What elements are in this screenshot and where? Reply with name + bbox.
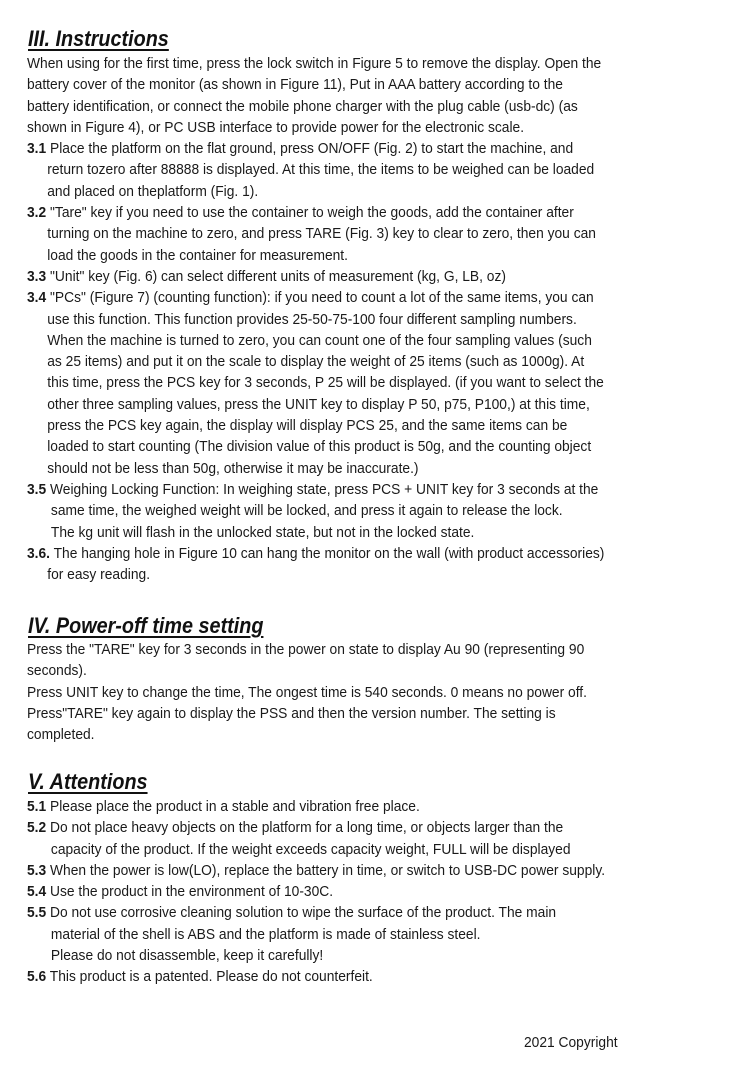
- item-text: for easy reading.: [47, 566, 151, 584]
- power-off-line: Press"TARE" key again to display the PSS and then the version number. The setting is: [27, 704, 556, 722]
- section-5-body: [27, 796, 750, 988]
- item-text: "PCs" (Figure 7) (counting function): if you need to count a lot of the same items, you can: [46, 289, 594, 307]
- item-text: When the machine is turned to zero, you can count one of the four sampling values (such: [47, 331, 592, 349]
- item-text: "Unit" key (Fig. 6) can select different units of measurement (kg, G, LB, oz): [46, 267, 506, 285]
- item-text: This product is a patented. Please do not counterfeit.: [46, 968, 373, 986]
- section-3-intro: [27, 53, 726, 138]
- item-text: should not be less than 50g, otherwise it may be inaccurate.): [47, 459, 419, 477]
- item-text: this time, press the PCS key for 3 seconds, P 25 will be displayed. (if you want to select the: [47, 374, 604, 392]
- attention-item-5-1: [27, 796, 731, 817]
- instruction-item-3-4: [27, 287, 731, 479]
- instruction-item-3-3: [27, 266, 731, 287]
- item-number: 5.5: [27, 904, 47, 922]
- item-number: 3.3: [27, 267, 47, 285]
- attention-item-5-5: [27, 902, 731, 966]
- attention-item-5-6: [27, 966, 731, 987]
- attention-item-5-3: [27, 860, 731, 881]
- item-text: The hanging hole in Figure 10 can hang the monitor on the wall (with product accessories): [50, 544, 605, 562]
- item-text: Place the platform on the flat ground, press ON/OFF (Fig. 2) to start the machine, and: [46, 140, 574, 158]
- item-number: 3.1: [27, 140, 47, 158]
- item-number: 5.2: [27, 819, 47, 837]
- power-off-line: seconds).: [27, 662, 87, 680]
- power-off-line: completed.: [27, 726, 95, 744]
- item-text: same time, the weighed weight will be locked, and press it again to release the lock.: [50, 502, 563, 520]
- item-number: 3.4: [27, 289, 47, 307]
- item-text: return tozero after 88888 is displayed. At this time, the items to be weighed can be loaded: [47, 161, 595, 179]
- item-number: 5.6: [27, 968, 47, 986]
- item-text: use this function. This function provides 25-50-75-100 four different sampling numbers.: [47, 310, 577, 328]
- intro-line: shown in Figure 4), or PC USB interface to provide power for the electronic scale.: [27, 118, 525, 136]
- item-text: turning on the machine to zero, and press TARE (Fig. 3) key to clear to zero, then you can: [47, 225, 596, 243]
- item-number: 5.1: [27, 798, 47, 815]
- item-number: 5.4: [27, 883, 47, 901]
- instruction-item-3-2: [27, 202, 731, 266]
- item-text: press the PCS key again, the display will display PCS 25, and the same items can be: [47, 417, 568, 435]
- instruction-item-3-6: [27, 543, 731, 586]
- section-3-heading: III. Instructions: [28, 26, 169, 51]
- section-4-heading: IV. Power-off time setting: [28, 613, 264, 638]
- item-number: 3.5: [27, 480, 47, 498]
- item-text: Please place the product in a stable and vibration free place.: [46, 798, 420, 815]
- instruction-item-3-5: [27, 479, 731, 543]
- item-number: 3.6.: [27, 544, 51, 562]
- item-text: material of the shell is ABS and the platform is made of stainless steel.: [50, 925, 481, 943]
- item-text: When the power is low(LO), replace the battery in time, or switch to USB-DC power supply.: [46, 861, 606, 879]
- item-text: Please do not disassemble, keep it carefully!: [50, 947, 324, 965]
- item-text: loaded to start counting (The division value of this product is 50g, and the counting object: [47, 438, 592, 456]
- section-3-body: [27, 53, 750, 585]
- power-off-line: Press the "TARE" key for 3 seconds in the power on state to display Au 90 (representing 90: [27, 641, 585, 658]
- intro-line: When using for the first time, press the lock switch in Figure 5 to remove the display. Open the: [27, 55, 602, 72]
- item-text: Weighing Locking Function: In weighing state, press PCS + UNIT key for 3 seconds at the: [46, 480, 599, 498]
- intro-line: battery identification, or connect the mobile phone charger with the plug cable (usb-dc) (as: [27, 97, 578, 115]
- item-text: other three sampling values, press the UNIT key to display P 50, p75, P100,) at this time,: [47, 395, 590, 413]
- attention-item-5-2: [27, 817, 731, 860]
- section-4-body: [27, 639, 726, 745]
- intro-line: battery cover of the monitor (as shown in Figure 11), Put in AAA battery according to the: [27, 76, 563, 94]
- power-off-line: Press UNIT key to change the time, The ongest time is 540 seconds. 0 means no power off.: [27, 683, 587, 701]
- item-text: "Tare" key if you need to use the container to weigh the goods, add the container after: [46, 204, 574, 222]
- item-text: Do not place heavy objects on the platform for a long time, or objects larger than the: [46, 819, 564, 837]
- item-text: load the goods in the container for measurement.: [47, 246, 348, 264]
- item-text: The kg unit will flash in the unlocked state, but not in the locked state.: [50, 523, 475, 541]
- item-text: capacity of the product. If the weight exceeds capacity weight, FULL will be displayed: [50, 840, 571, 858]
- copyright-notice: 2021 Copyright: [524, 1034, 618, 1051]
- item-text: Use the product in the environment of 10-30C.: [46, 883, 334, 901]
- item-text: Do not use corrosive cleaning solution to wipe the surface of the product. The main: [46, 904, 557, 922]
- attention-item-5-4: [27, 881, 731, 902]
- item-number: 3.2: [27, 204, 47, 222]
- item-text: as 25 items) and put it on the scale to display the weight of 25 items (such as 1000g). At: [47, 353, 585, 371]
- item-text: and placed on theplatform (Fig. 1).: [47, 182, 259, 200]
- section-5-heading: V. Attentions: [28, 769, 148, 794]
- item-number: 5.3: [27, 861, 47, 879]
- instruction-item-3-1: [27, 138, 731, 202]
